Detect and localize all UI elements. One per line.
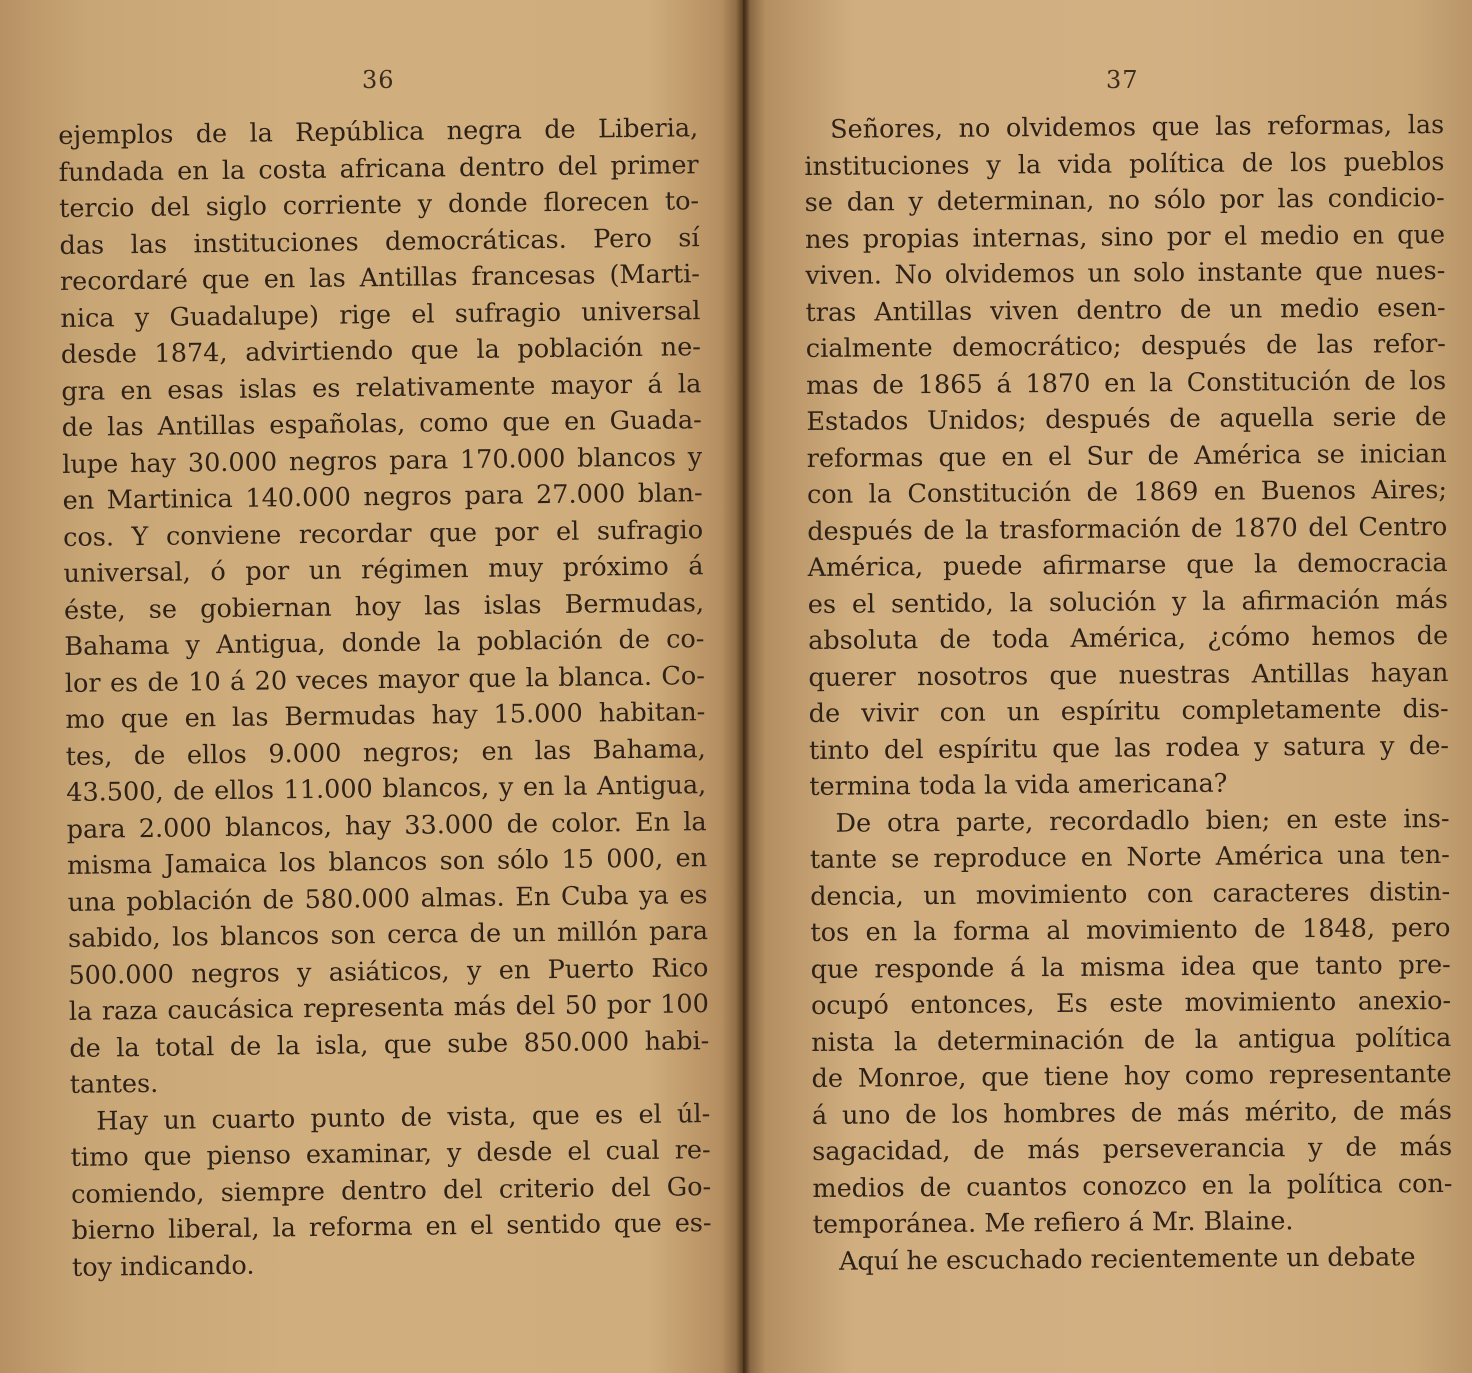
text-line: América, puede afirmarse que la democracia <box>807 547 1448 583</box>
text-line: tantes. <box>69 1068 159 1100</box>
text-line: de Monroe, que tiene hoy como representante <box>811 1058 1452 1094</box>
page-number: 36 <box>362 66 395 94</box>
text-line: De otra parte, recordadlo bien; en este ins- <box>835 803 1450 839</box>
text-line: éste, se gobiernan hoy las islas Bermudas, <box>63 587 705 626</box>
page-text <box>58 110 712 1286</box>
text-line: misma Jamaica los blancos son sólo 15 000, en <box>66 843 708 881</box>
text-line: universal, ó por un régimen muy próximo á <box>63 551 704 589</box>
text-line: toy indicando. <box>71 1250 255 1283</box>
right-page <box>748 0 1472 1373</box>
text-line: que responde á la misma idea que tanto pre- <box>810 949 1451 985</box>
text-line: con la Constitución de 1869 en Buenos Aires; <box>806 474 1448 510</box>
text-line: después de la trasformación de 1870 del Centro <box>807 511 1448 547</box>
text-line: comiendo, siempre dentro del criterio del Go- <box>70 1171 712 1210</box>
text-line: Bahama y Antigua, donde la población de co- <box>64 624 705 662</box>
text-line: cos. Y conviene recordar que por el sufragio <box>62 514 704 553</box>
text-line: gra en esas islas es relativamente mayor á la <box>61 368 702 407</box>
text-line: nista la determinación de la antigua política <box>811 1022 1452 1058</box>
text-line: Estados Unidos; después de aquella serie de <box>806 401 1447 437</box>
text-line: fundada en la costa africana dentro del primer <box>58 149 699 188</box>
text-line: de vivir con un espíritu completamente dis- <box>808 693 1449 729</box>
text-line: 500.000 negros y asiáticos, y en Puerto Rico <box>68 952 709 991</box>
text-line: tante se reproduce en Norte América una ten- <box>809 839 1450 875</box>
text-line: nica y Guadalupe) rige el sufragio universal <box>60 295 701 334</box>
text-line: ocupó entonces, Es este movimiento anexio- <box>810 985 1452 1021</box>
text-line: lupe hay 30.000 negros para 170.000 blancos y <box>62 441 703 480</box>
text-line: reformas que en el Sur de América se inician <box>806 438 1447 474</box>
text-line: una población de 580.000 almas. En Cuba ya es <box>67 879 708 918</box>
text-line: para 2.000 blancos, hay 33.000 de color. En la <box>66 806 707 845</box>
text-line: tinto del espíritu que las rodea y satura y de- <box>808 730 1450 766</box>
text-line: viven. No olvidemos un solo instante que nues- <box>805 255 1446 291</box>
text-line: medios de cuantos conozco en la política con- <box>812 1168 1453 1204</box>
text-line: 43.500, de ellos 11.000 blancos, y en la Antigua, <box>66 770 707 808</box>
text-line: instituciones y la vida política de los pueblos <box>804 146 1445 182</box>
text-line: la raza caucásica representa más del 50 por 100 <box>68 989 710 1027</box>
text-line: desde 1874, advirtiendo que la población ne- <box>60 332 702 370</box>
text-line: Hay un cuarto punto de vista, que es el úl- <box>96 1098 711 1137</box>
text-line: querer nosotros que nuestras Antillas hayan <box>808 657 1449 693</box>
text-line: Señores, no olvidemos que las reformas, las <box>830 109 1445 145</box>
text-line: dencia, un movimiento con caracteres distin- <box>810 876 1451 912</box>
text-line: lor es de 10 á 20 veces mayor que la blanca. Co- <box>64 660 706 699</box>
text-line: das las instituciones democráticas. Pero sí <box>59 222 700 261</box>
text-line: se dan y determinan, no sólo por las condicio- <box>804 182 1445 218</box>
text-line: de la total de la isla, que sube 850.000 habi- <box>69 1025 710 1064</box>
text-line: Aquí he escuchado recientemente un debate <box>838 1241 1416 1277</box>
text-line: tras Antillas viven dentro de un medio esen- <box>805 292 1446 328</box>
text-line: mo que en las Bermudas hay 15.000 habitan- <box>65 697 706 735</box>
text-line: termina toda la vida americana? <box>809 768 1228 802</box>
text-line: timo que pienso examinar, y desde el cual re- <box>70 1135 711 1173</box>
text-line: mas de 1865 á 1870 en la Constitución de los <box>806 365 1447 401</box>
text-line: sagacidad, de más perseverancia y de más <box>812 1131 1453 1167</box>
text-line: bierno liberal, la reforma en el sentido que es- <box>71 1208 712 1246</box>
text-line: cialmente democrático; después de las refor- <box>805 328 1446 364</box>
text-line: absoluta de toda América, ¿cómo hemos de <box>808 620 1449 656</box>
page-number: 37 <box>1106 66 1139 94</box>
text-line: temporánea. Me refiero á Mr. Blaine. <box>812 1206 1294 1240</box>
text-line: en Martinica 140.000 negros para 27.000 blan- <box>62 478 703 516</box>
page-text <box>804 107 1453 1280</box>
text-line: á uno de los hombres de más mérito, de más <box>811 1095 1452 1131</box>
text-line: de las Antillas españolas, como que en Guada- <box>61 405 702 443</box>
text-line: recordaré que en las Antillas francesas (Marti- <box>59 259 701 297</box>
text-line: es el sentido, la solución y la afirmación más <box>807 584 1448 620</box>
text-line: nes propias internas, sino por el medio en que <box>804 219 1446 255</box>
text-line: ejemplos de la República negra de Liberia, <box>58 113 699 151</box>
text-line: tos en la forma al movimiento de 1848, pero <box>810 912 1451 948</box>
text-line: sabido, los blancos son cerca de un millón para <box>67 916 709 954</box>
text-line: tes, de ellos 9.000 negros; en las Bahama, <box>65 733 706 772</box>
text-line: tercio del siglo corriente y donde florecen to- <box>58 186 700 224</box>
